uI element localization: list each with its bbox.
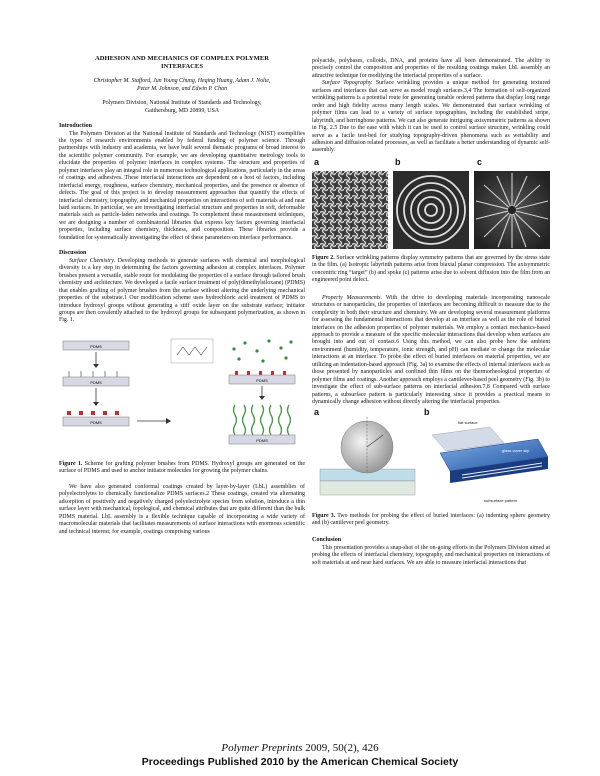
surface-topography-label: Surface Topography. <box>322 80 373 87</box>
polymer-brushes <box>234 405 291 435</box>
pdms-label-4: PDMS <box>256 377 268 383</box>
left-column <box>59 55 305 536</box>
paper-title <box>59 55 305 71</box>
figure-3-caption-label: Figure 3. <box>312 512 336 519</box>
figure-2-caption <box>312 255 550 285</box>
figure-3-caption-text: Two methods for probing the effect of buried interfaces: (a) indenting sphere geometry and (b) cantilever peel geometry. <box>312 512 550 526</box>
figure-2-caption-text: Surface wrinkling patterns display symmetry patterns that are governed by the stress state in the film. (a) Isotropic labyrinth patterns arise from biaxial planar compression. The axisymmetric concentric ring “target” (b) and spoke (c) patterns arise due to solvent diffusion into the film from an engineered point defect. <box>312 254 550 284</box>
surface-chemistry-label: Surface Chemistry. <box>69 257 116 264</box>
pdms-label-3: PDMS <box>90 419 102 425</box>
property-measurements-label: Property Measurements. <box>322 294 383 301</box>
initiator-groups <box>67 411 119 415</box>
figure-1-caption <box>59 461 305 476</box>
affiliation <box>59 100 305 115</box>
figure-2-caption-label: Figure 2. <box>312 254 335 261</box>
lbl-paragraph: We have also generated conformal coatings created by layer-by-layer (LbL) assemblies of polyelectrolytes to chemically functionalize PDMS surfaces.2 These coatings, created via alternating adsorption of positively and negatively charged polyelectrolyte species from solution, introduce a thin surface layer with mechanical, topological, and chemical attributes that are quite different than the bulk PDMS material. LbL assembly is a flexible technique capable of incorporating a wide variety of macromolecular materials that facilitates measurements of surface interactions with enormous scientific and technical interest; for example, coatings comprising various <box>59 483 305 535</box>
hydroxyl-groups <box>69 371 117 377</box>
figure-2 <box>312 156 550 251</box>
figure-3-label-a: a <box>314 406 320 417</box>
glass-cover-slip-label: glass cover slip <box>502 447 530 453</box>
property-measurements-paragraph <box>312 295 550 407</box>
title-line-1: ADHESION AND MECHANICS OF COMPLEX POLYMER <box>94 55 270 62</box>
figure-1-caption-label: Figure 1. <box>59 460 83 467</box>
arrowhead-4 <box>259 396 265 400</box>
figure-2-label-a: a <box>314 156 320 167</box>
arrowhead-2 <box>93 402 99 406</box>
figure-2-label-c: c <box>477 156 483 167</box>
property-measurements-text: With the drive to developing materials incorporating nanoscale structures or nanoparticles, the properties of interfaces are becoming difficult to measure due to the complexity in both their structure and chemistry. We are developing several measurement platforms for assessing the fundamental interactions that develop at an interface as well as the role of buried interfaces on the adhesion properties of polymer materials. We employ a contact mechanics-based approach to provide a measure of the specific molecular interactions that develop when surfaces are brought into and out of contact.6 Using this method, we can also probe how the ambient environment (humidity, temperature, ionic strength, and pH) can mediate or change the molecular interactions at an interface. To probe the effect of buried interfaces on material properties, we are utilizing an indentation-based approach (Fig. 3a) to examine the effects of internal interfaces such as those presented by nanoparticles and confined thin films on the thermorheological properties of polymer films and coatings. Another approach employs a cantilever-based peel geometry (Fig. 3b) to investigate the effect of sub-surface patterns on interfacial adhesion.7,8 Compared with surface patterns, a subsurface pattern is particularly interesting since it provides a practical means to dynamically change adhesion without directly altering the interfacial properties. <box>312 294 550 406</box>
monomer-dots <box>232 339 292 362</box>
arrowhead-1 <box>93 364 99 368</box>
footer-volume: 2009, 50(2), 426 <box>302 742 379 754</box>
footer-journal: Polymer Preprints <box>221 742 303 754</box>
substrate-layer <box>320 481 415 495</box>
surface-chemistry-text: Developing methods to generate surfaces with chemical and morphological diversity is a key step in determining the factors governing adhesion at complex interfaces. Polymer brushes present a versatile, stable route for modulating the properties of a surface through tailored brush chemistry and architecture. We developed a facile surface treatment of poly(dimethylsiloxane) (PDMS) that enables grafting of polymer brushes from the surface without altering the underlying mechanical properties of the substrate.1 Our modification scheme uses hydrochloric acid treatment of PDMS to introduce hydroxyl groups without generating a stiff oxide layer on the substrate surface; initiator groups are then covalently attached to the hydroxyl groups for subsequent polymerization, as shown in Fig. 1. <box>59 257 305 324</box>
point-defect <box>508 206 516 214</box>
author-list <box>59 78 305 93</box>
figure-1 <box>59 331 305 457</box>
footer-citation <box>0 742 600 754</box>
conclusion-heading: Conclusion <box>312 537 342 544</box>
intro-heading: Introduction <box>59 123 93 129</box>
footer-proceedings: Proceedings Published 2010 by the American Chemical Society <box>141 756 459 768</box>
intro-paragraph: The Polymers Division at the National Institute of Standards and Technology (NIST) exemplifies the types of research environments enabled by federal funding of polymer science. Through partnerships with industry and academia, we have built several thematic programs of broad interest to the scientific polymer community. For example, we are developing quantitative metrology tools to elucidate the properties of polymer interfaces in complex systems. The structure and properties of polymer interfaces play an integral role in numerous technological applications, particularly in the areas of coatings and adhesives. These interfacial interactions are dependent on a host of factors, including interfacial energy, roughness, surface chemistry, mechanical properties, and the presence or absence of defects. The goal of this project is to develop measurement approaches that quantify the effects of interfacial chemistry, topography, and mechanical properties on interactions of soft materials at and near hard surfaces. In particular, we are investigating interfacial structure and properties in soft, deformable materials such as particle-laden networks and coatings. To complement these measurement techniques, we are designing a number of combinatorial libraries that express key factors governing interfacial properties, including surface chemistry, thickness, and composition. These libraries provide a foundation for systematically investigating the effect of these parameters on interface performance. <box>59 130 305 241</box>
flat-surface-label: flat surface <box>458 419 478 425</box>
title-line-2: INTERFACES <box>160 63 203 70</box>
figure-3 <box>312 406 550 509</box>
subsurface-pattern-label: subsurface pattern <box>484 497 518 503</box>
figure-1-caption-text: Scheme for grafting polymer brushes from PDMS. Hydroxyl groups are generated on the surface of PDMS and used to anchor initiator molecules for growing the polymer chains. <box>59 460 305 475</box>
arrowhead-3 <box>166 418 171 424</box>
discussion-heading: Discussion <box>59 250 87 257</box>
surface-topography-paragraph <box>312 80 550 155</box>
figure-3-panels <box>312 413 550 509</box>
affil-line-1: Polymers Division, National Institute of Standards and Technology, <box>102 100 262 106</box>
figure-1-scheme <box>59 331 305 457</box>
figure-3-label-b: b <box>424 406 430 417</box>
right-column <box>312 58 550 567</box>
figure-2-label-b: b <box>395 156 401 167</box>
pdms-label-5: PDMS <box>256 437 268 443</box>
authors-line-1: Christopher M. Stafford, Jun Young Chung, Heqing Huang, Adam J. Nolte, <box>93 78 271 84</box>
figure-3-caption <box>312 513 550 528</box>
pdms-label-2: PDMS <box>90 379 102 385</box>
authors-line-2: Peter M. Johnson, and Edwin P. Chan <box>136 85 228 92</box>
labyrinth-pattern <box>312 171 388 249</box>
short-chains <box>235 371 286 375</box>
figure-2-panels <box>312 156 550 251</box>
pdms-label-1: PDMS <box>90 343 102 349</box>
affil-line-2: Gaithersburg, MD 20899, USA <box>144 107 219 114</box>
surface-topography-text: Surface wrinkling provides a unique method for generating textured surfaces and interfaces that can serve as model rough surfaces.3,4 The formation of self-organized wrinkling patterns is a potential route for generating tunable ordered patterns that display long range order and high fidelity across many length scales. We demonstrated that surface wrinkling of polymer films can lead to a variety of surface topographies, including the established stripe, labyrinth, and herringbone patterns. We can also generate intriguing axisymmetric patterns as shown in Fig. 2.5 Due to the ease with which it can be used to control surface structure, wrinkling could serve as a facile test-bed for studying topography-driven phenomena such as wettability and adhesion and diffusion related processes, as well as facilitate a better understanding of dynamic self-assembly. <box>312 80 550 154</box>
right-continuation-paragraph: polyacids, polybases, colloids, DNA, and proteins have all been demonstrated. The ability to precisely control the composition and properties of the resulting coatings makes LbL assembly an attractive technique for modifying the interfacial properties of a surface. <box>312 58 550 79</box>
surface-chemistry-paragraph <box>59 258 305 325</box>
conclusion-paragraph: This presentation provides a snap-shot of the on-going efforts in the Polymers Division aimed at probing the effects of interfacial chemistry, topography, and mechanical properties on interactions of soft materials at and near hard surfaces. We are able to measure interfacial interactions that <box>312 544 550 566</box>
